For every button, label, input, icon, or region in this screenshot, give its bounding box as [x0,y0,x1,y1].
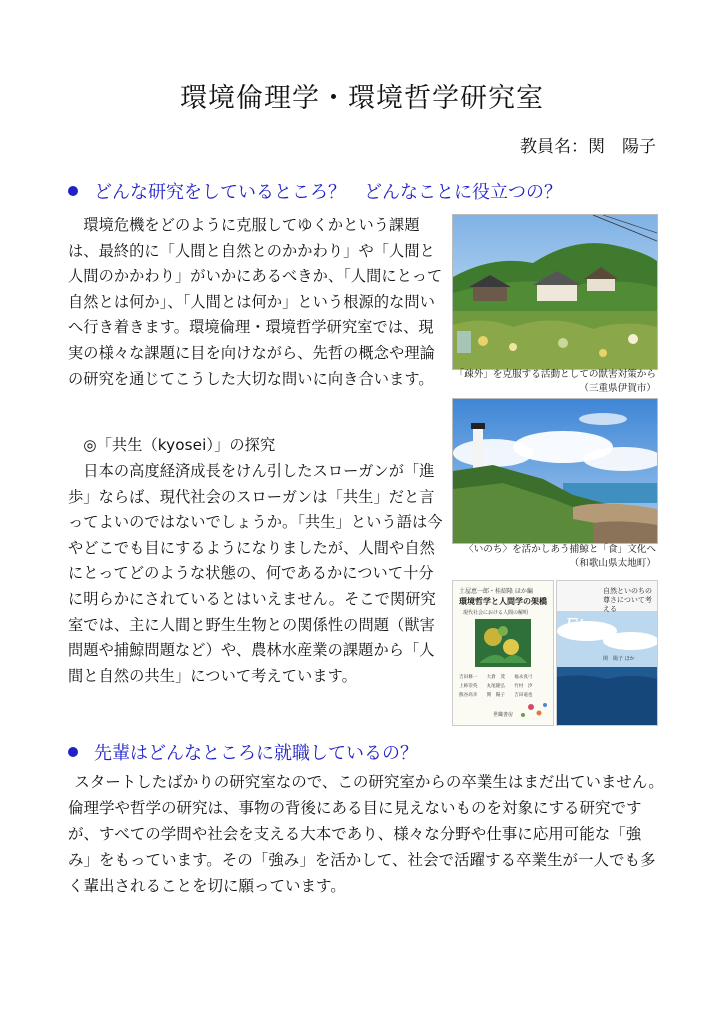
village-caption-line1: 「疎外」を克服する活動としての獣害対策から [454,369,656,380]
kyosei-subheading: ◎「共生（kyosei）」の探究 [68,436,276,454]
lighthouse-caption [452,543,656,571]
research-paragraph: 環境危機をどのように克服してゆくかという課題は、最終的に「人間と自然とのかかわり」や「人間と人間のかかわり」がいかにあるべきか、「人間にとって自然とは何か」、「人間とは何か」という根源的な問いへ行き着きます。環境倫理・環境哲学研究室では、現実の様々な課題に目を向けながら、先哲の概念や理論の研究を通じてこうした大切な問いに向き合います。 [68,216,443,388]
teacher-name: 教員名：関 陽子 [520,137,656,157]
book1-publisher: 世織書房 [493,712,514,718]
book-cover-1 [452,580,554,726]
section-heading-research [68,178,562,204]
village-caption-line2: （三重県伊賀市） [579,383,656,394]
village-photo-art [453,215,657,369]
village-caption [452,368,656,396]
section-heading-research-text: どんな研究をしているところ？ どんなことに役立つの？ [94,182,562,203]
lighthouse-photo [452,398,658,544]
bullet-icon [68,186,78,196]
village-photo [452,214,658,370]
kyosei-paragraph: 日本の高度経済成長をけん引したスローガンが「進歩」ならば、現代社会のスローガンは「共生」だと言ってよいのではないでしょうか。「共生」という語は今やどこでも目にするようになりましたが、人間や自然にとってどのような状態の、何であるかについて十分に明らかにされているとはいえません。そこで関研究室では、主に人間と野生生物との関係性の問題（獣害問題や捕鯨問題など）や、農林水産業の課題から「人間と自然の共生」について考えています。 [68,462,443,685]
book2-authors: 関 陽子 ほか [603,656,635,662]
bullet-icon [68,747,78,757]
page-title: 環境倫理学・環境哲学研究室 [180,83,544,114]
lighthouse-caption-line2: （和歌山県太地町） [569,558,656,569]
book-cover-2 [556,580,658,726]
book1-authors-1: 吉田修一 大倉 茂 福永真弓 [459,675,533,680]
section-heading-careers [68,739,418,765]
book2-logo: Et [565,615,586,636]
lighthouse-photo-art [453,399,657,543]
lighthouse-caption-line1: 〈いのち〉を活かしあう捕鯨と「食」文化へ [464,544,656,555]
book2-title: 自然といのちの尊さについて考える [603,587,652,613]
book1-authors-3: 熊谷高幸 関 陽子 吉田竜也 [459,693,533,698]
book1-series: 土屋恵一郎・桂紹隆 ほか編 [459,588,533,595]
book1-title: 環境哲学と人間学の架橋 [459,596,547,606]
book1-authors-2: 上柿崇英 丸尾隆弘 竹村 汐 [459,684,533,689]
section-heading-careers-text: 先輩はどんなところに就職しているの？ [94,743,418,764]
careers-paragraph: スタートしたばかりの研究室なので、この研究室からの卒業生はまだ出ていません。倫理学や哲学の研究は、事物の背後にある目に見えないものを対象にする研究ですが、すべての学問や社会を支える大本であり、様々な分野や仕事に応用可能な「強み」をもっています。その「強み」を活かして、社会で活躍する卒業生が一人でも多く輩出されることを切に願っています。 [68,773,664,895]
book1-subtitle: 現代社会における人間の解明 [463,610,529,616]
book1-plant-illustration [475,619,531,667]
